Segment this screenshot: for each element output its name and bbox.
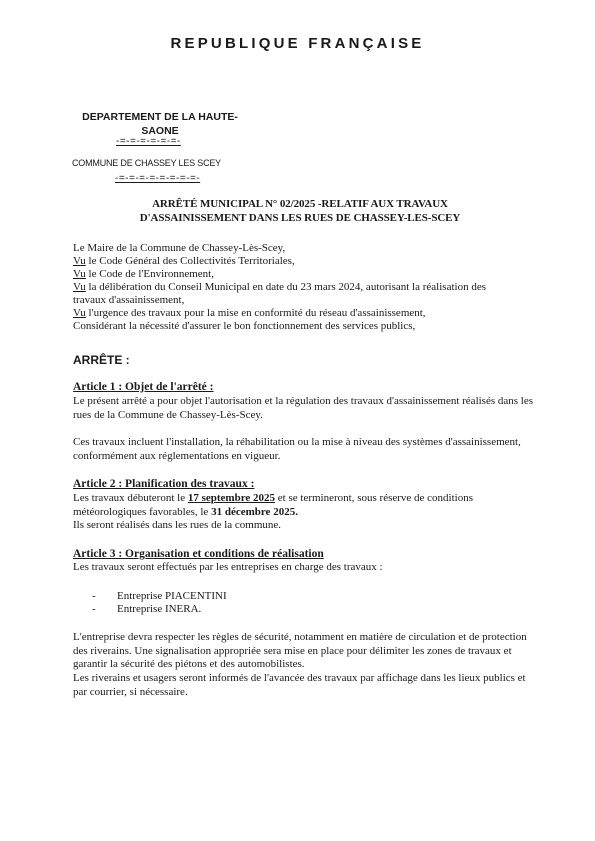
date-start: 17 septembre 2025 bbox=[187, 492, 276, 504]
vu-prefix: Vu bbox=[73, 307, 86, 319]
departement-line2: SAONE bbox=[141, 125, 179, 137]
vu-delib-cont-line: travaux d'assainissement, bbox=[73, 294, 185, 306]
article3-para1: L'entreprise devra respecter les règles de sécurité, notamment en matière de circulation et de protection des riverains. Une signalisation appropriée sera mise en place pour délimiter les zones de travaux et garantir la sécurité des piétons et des automobilistes. bbox=[73, 631, 527, 670]
article1-para1: Le présent arrêté a pour objet l'autorisation et la régulation des travaux d'assainissement réalisés dans les rues de la Commune de Chassey-Lès-Scey. bbox=[73, 395, 534, 421]
company-name: Entreprise INERA. bbox=[117, 603, 202, 615]
maire-line: Le Maire de la Commune de Chassey-Lès-Scey, bbox=[73, 242, 286, 254]
vu-cgct-line bbox=[73, 255, 533, 268]
article3-para2: Les riverains et usagers seront informés de l'avancée des travaux par affichage dans les lieux publics et par courrier, si nécessaire. bbox=[73, 672, 526, 698]
considerant-line: Considérant la nécessité d'assurer le bon fonctionnement des services publics, bbox=[73, 320, 416, 332]
vu-env-line bbox=[73, 268, 533, 281]
arrete-label: ARRÊTE : bbox=[73, 353, 130, 367]
article1-heading: Article 1 : Objet de l'arrêté : bbox=[73, 381, 214, 393]
considerants-block bbox=[73, 242, 533, 333]
arrete-title bbox=[60, 197, 540, 225]
article3-heading: Article 3 : Organisation et conditions de réalisation bbox=[73, 548, 324, 560]
vu-prefix: Vu bbox=[73, 268, 86, 280]
departement-line1: DEPARTEMENT DE LA HAUTE- bbox=[82, 111, 238, 123]
vu-urgence-text: l'urgence des travaux pour la mise en conformité du réseau d'assainissement, bbox=[85, 307, 426, 319]
separator-2: -=-=-=-=-=-=-=-=- bbox=[115, 173, 201, 184]
date-end: 31 décembre 2025. bbox=[211, 505, 298, 518]
list-item bbox=[92, 590, 227, 603]
list-item bbox=[92, 603, 227, 616]
article2-para1 bbox=[73, 492, 533, 519]
vu-delib-line bbox=[73, 281, 533, 294]
article2-para2: Ils seront réalisés dans les rues de la commune. bbox=[73, 519, 282, 531]
departement-block bbox=[72, 110, 248, 138]
article1-para2: Ces travaux incluent l'installation, la réhabilitation ou la mise à niveau des systèmes d'assainissement, conformément aux réglementations en vigueur. bbox=[73, 436, 521, 462]
vu-delib-text: la délibération du Conseil Municipal en date du 23 mars 2024, autorisant la réalisation des bbox=[85, 281, 486, 293]
list-bullet: - bbox=[92, 603, 96, 615]
vu-cgct-text: le Code Général des Collectivités Territoriales, bbox=[85, 255, 295, 267]
title-line2: D'ASSAINISSEMENT DANS LES RUES DE CHASSEY-LES-SCEY bbox=[139, 212, 461, 224]
list-bullet: - bbox=[92, 590, 96, 602]
vu-env-text: le Code de l'Environnement, bbox=[85, 268, 214, 280]
title-line1: ARRÊTÉ MUNICIPAL N° 02/2025 -RELATIF AUX TRAVAUX bbox=[152, 198, 448, 210]
commune-label: COMMUNE DE CHASSEY LES SCEY bbox=[72, 158, 221, 168]
republique-heading: REPUBLIQUE FRANÇAISE bbox=[170, 35, 425, 52]
article3-intro: Les travaux seront effectués par les entreprises en charge des travaux : bbox=[73, 561, 383, 573]
company-name: Entreprise PIACENTINI bbox=[117, 590, 227, 602]
article2-text-a: Les travaux débuteront le bbox=[73, 492, 188, 504]
vu-prefix: Vu bbox=[73, 281, 86, 293]
vu-prefix: Vu bbox=[73, 255, 86, 267]
article2-text-b: et se termineront, sous réserve de conditions météorologiques favorables, le bbox=[73, 492, 473, 518]
article2-heading: Article 2 : Planification des travaux : bbox=[73, 478, 255, 490]
separator-1: -=-=-=-=-=-=- bbox=[116, 136, 181, 147]
vu-urgence-line bbox=[73, 307, 533, 320]
companies-list bbox=[92, 590, 227, 616]
